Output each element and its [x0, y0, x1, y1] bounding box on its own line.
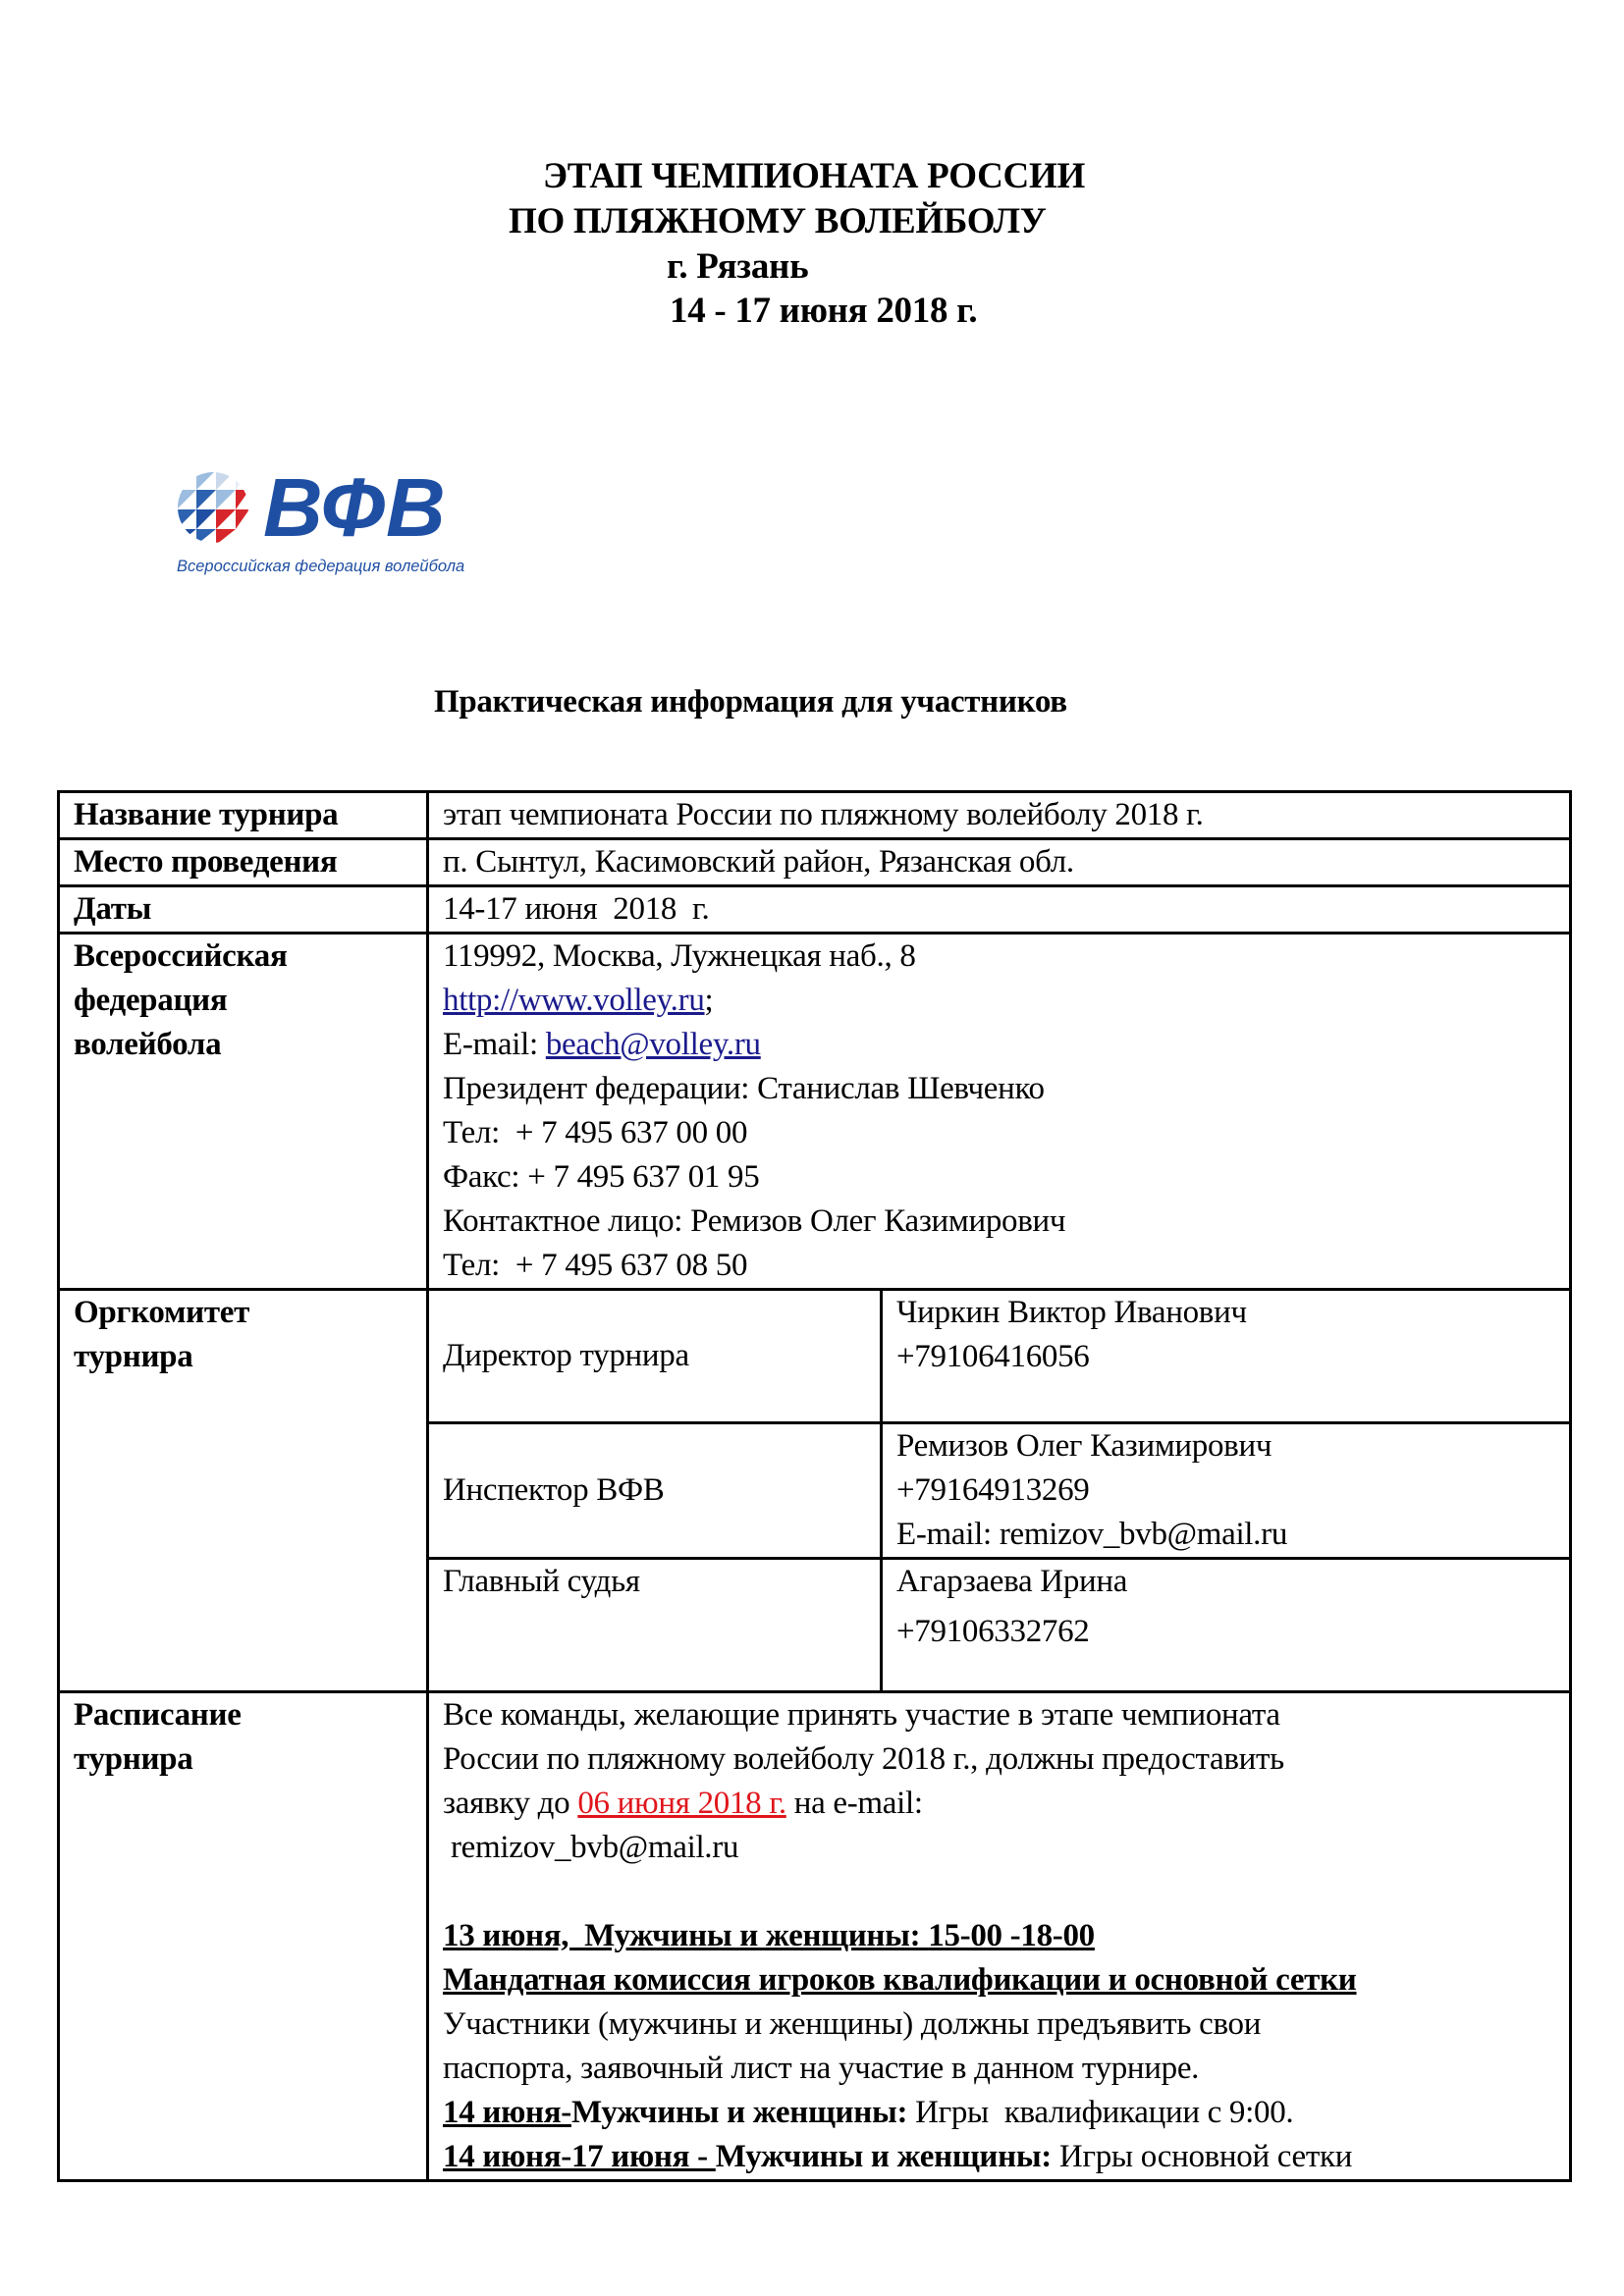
schedule-intro-line3: [443, 1782, 1569, 1826]
schedule-day2-text: Игры квалификации с 9:00.: [907, 2095, 1294, 2130]
vfv-logo: [175, 461, 469, 584]
table-row-venue: [59, 839, 1571, 886]
org-person-inspector: [882, 1423, 1571, 1559]
schedule-day2-date: 14 июня-: [443, 2095, 571, 2130]
schedule-day2-group: Мужчины и женщины:: [570, 2095, 908, 2130]
federation-address: 119992, Москва, Лужнецкая наб., 8: [443, 938, 916, 974]
document-city: г. Рязань: [667, 246, 809, 287]
label-org-line2: турнира: [74, 1339, 193, 1374]
label-venue: Место проведения: [59, 839, 428, 886]
org-director-name: Чиркин Виктор Иванович: [896, 1295, 1247, 1330]
table-row-tournament-name: [59, 792, 1571, 839]
email-label: E-mail:: [443, 1027, 546, 1062]
document-dates: 14 - 17 июня 2018 г.: [670, 291, 978, 331]
federation-email-link[interactable]: beach@volley.ru: [545, 1027, 761, 1062]
value-schedule: [428, 1692, 1571, 2181]
label-schedule: [59, 1692, 428, 2181]
logo-full-name: Всероссийская федерация волейбола: [177, 558, 465, 575]
schedule-day2: [443, 2091, 1569, 2135]
federation-email-line: [443, 1023, 1569, 1067]
org-role-referee: Главный судья: [428, 1559, 882, 1692]
schedule-day3: [443, 2135, 1569, 2179]
federation-website-line: [443, 979, 1569, 1023]
volleyball-logo-icon: [177, 470, 249, 545]
value-venue: п. Сынтул, Касимовский район, Рязанская обл.: [428, 839, 1571, 886]
schedule-intro-pre: заявку до: [443, 1786, 578, 1821]
schedule-day3-text: Игры основной сетки: [1051, 2139, 1353, 2174]
schedule-intro-line2: России по пляжному волейболу 2018 г., должны предоставить: [443, 1741, 1284, 1777]
info-table: [57, 790, 1572, 2182]
federation-president: Президент федерации: Станислав Шевченко: [443, 1071, 1045, 1106]
federation-fax: Факс: + 7 495 637 01 95: [443, 1159, 760, 1195]
schedule-day3-group: Мужчины и женщины:: [715, 2139, 1052, 2174]
federation-contact-phone: Тел: + 7 495 637 08 50: [443, 1248, 748, 1283]
org-inspector-email: E-mail: remizov_bvb@mail.ru: [896, 1517, 1288, 1552]
label-org-committee: [59, 1290, 428, 1692]
schedule-day1-subheading: Мандатная комиссия игроков квалификации и основной сетки: [443, 1962, 1357, 1998]
schedule-day1-text-line1: Участники (мужчины и женщины) должны предъявить свои: [443, 2006, 1262, 2042]
spacer: [443, 1870, 1569, 1914]
table-row-org-director: [59, 1290, 1571, 1423]
org-inspector-phone: +79164913269: [896, 1472, 1090, 1508]
section-subtitle: Практическая информация для участников: [434, 684, 1067, 720]
label-dates: Даты: [59, 886, 428, 934]
value-federation: [428, 934, 1571, 1290]
document-title-line2: ПО ПЛЯЖНОМУ ВОЛЕЙБОЛУ: [509, 201, 1047, 241]
label-org-line1: Оргкомитет: [74, 1295, 250, 1330]
schedule-day1-heading: 13 июня, Мужчины и женщины: 15-00 -18-00: [443, 1918, 1095, 1953]
schedule-intro-email: remizov_bvb@mail.ru: [443, 1830, 739, 1865]
label-federation: [59, 934, 428, 1290]
table-row-schedule: [59, 1692, 1571, 2181]
schedule-day3-date: 14 июня-17 июня -: [443, 2139, 716, 2174]
federation-contact: Контактное лицо: Ремизов Олег Казимирович: [443, 1203, 1066, 1239]
value-tournament-name: этап чемпионата России по пляжному волейболу 2018 г.: [428, 792, 1571, 839]
label-federation-line2: федерация: [74, 983, 228, 1018]
label-federation-line3: волейбола: [74, 1027, 222, 1062]
logo-abbrev: ВФВ: [263, 461, 447, 554]
schedule-intro-post: на e-mail:: [785, 1786, 923, 1821]
label-tournament-name: Название турнира: [59, 792, 428, 839]
label-federation-line1: Всероссийская: [74, 938, 288, 974]
org-inspector-name: Ремизов Олег Казимирович: [896, 1428, 1272, 1464]
schedule-day1-text-line2: паспорта, заявочный лист на участие в данном турнире.: [443, 2051, 1200, 2086]
org-referee-phone: +79106332762: [896, 1614, 1090, 1649]
org-person-referee: [882, 1559, 1571, 1692]
org-referee-name: Агарзаева Ирина: [896, 1564, 1128, 1599]
label-schedule-line2: турнира: [74, 1741, 193, 1777]
org-role-inspector: Инспектор ВФВ: [428, 1423, 882, 1559]
value-dates: 14-17 июня 2018 г.: [428, 886, 1571, 934]
document-title-line1: ЭТАП ЧЕМПИОНАТА РОССИИ: [543, 156, 1085, 196]
org-person-director: [882, 1290, 1571, 1423]
table-row-dates: [59, 886, 1571, 934]
label-schedule-line1: Расписание: [74, 1697, 242, 1733]
federation-phone: Тел: + 7 495 637 00 00: [443, 1115, 748, 1150]
federation-website-link[interactable]: http://www.volley.ru: [443, 983, 705, 1018]
table-row-federation: [59, 934, 1571, 1290]
website-suffix: ;: [704, 983, 714, 1018]
schedule-intro-line1: Все команды, желающие принять участие в этапе чемпионата: [443, 1697, 1280, 1733]
org-role-director: Директор турнира: [428, 1290, 882, 1423]
org-director-phone: +79106416056: [896, 1339, 1090, 1374]
schedule-deadline: 06 июня 2018 г.: [577, 1786, 786, 1821]
